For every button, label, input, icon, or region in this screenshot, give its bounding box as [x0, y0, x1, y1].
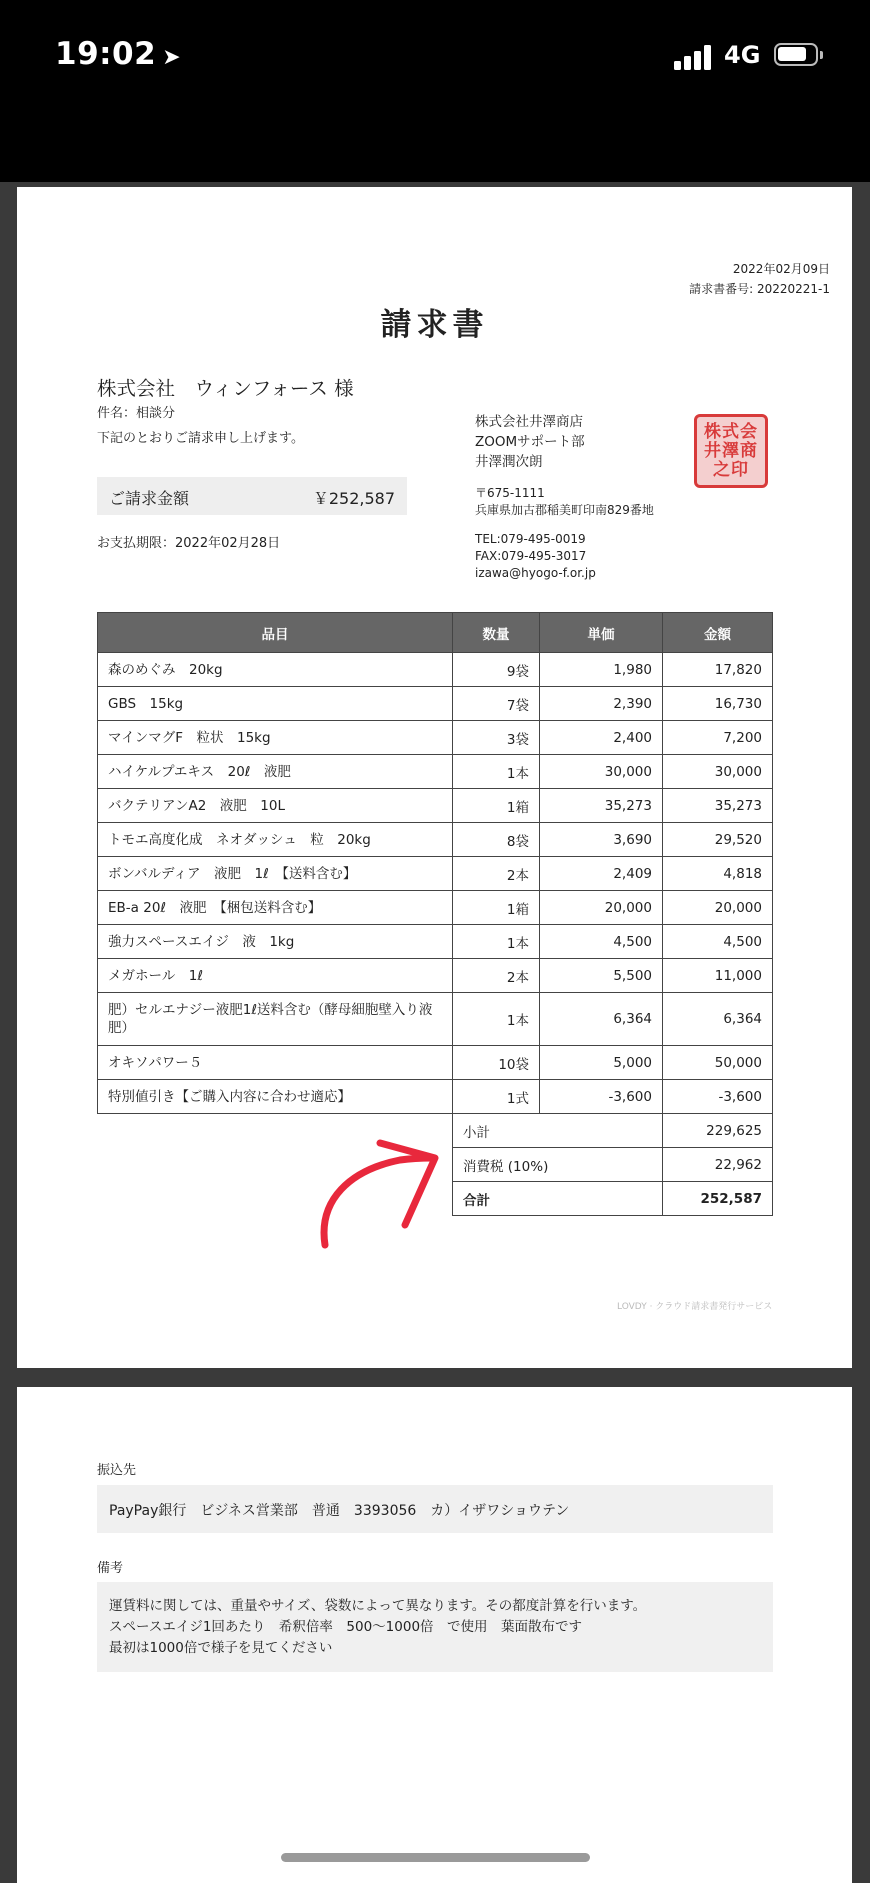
tax-value: 22,962 [663, 1148, 773, 1182]
item-amount: 17,820 [663, 653, 773, 687]
item-unit-price: 2,390 [540, 687, 663, 721]
stamp-text: 株式会 井澤商 之印 [704, 422, 758, 480]
signal-strength-icon [674, 44, 714, 70]
item-name: 森のめぐみ 20kg [98, 653, 453, 687]
table-row [98, 1046, 773, 1080]
item-name: メガホール 1ℓ [98, 959, 453, 993]
issuer-tel: TEL:079-495-0019 [475, 532, 586, 546]
total-value: 252,587 [663, 1182, 773, 1216]
item-qty: 1式 [453, 1080, 540, 1114]
table-row [98, 1080, 773, 1114]
item-unit-price: 2,400 [540, 721, 663, 755]
item-unit-price: -3,600 [540, 1080, 663, 1114]
items-table [97, 612, 773, 1216]
payment-label: 振込先 [97, 1463, 137, 1478]
issuer-address: 兵庫県加古郡稲美町印南829番地 [475, 503, 654, 517]
table-row [98, 823, 773, 857]
item-amount: 35,273 [663, 789, 773, 823]
item-qty: 3袋 [453, 721, 540, 755]
item-amount: 50,000 [663, 1046, 773, 1080]
issuer-postal: 〒675-1111 [475, 486, 545, 500]
notes-label: 備考 [97, 1561, 124, 1576]
notes-line: 運賃料に関しては、重量やサイズ、袋数によって異なります。その都度計算を行います。 [109, 1598, 647, 1614]
item-amount: 4,500 [663, 925, 773, 959]
item-qty: 1箱 [453, 891, 540, 925]
table-row [98, 789, 773, 823]
invoice-number: 請求書番号: 20220221-1 [689, 282, 830, 296]
item-amount: -3,600 [663, 1080, 773, 1114]
table-header-row [98, 613, 773, 653]
notes-box [97, 1582, 773, 1672]
item-unit-price: 6,364 [540, 993, 663, 1046]
tax-label: 消費税 (10%) [453, 1148, 663, 1182]
invoice-intro: 下記のとおりご請求申し上げます。 [97, 431, 304, 446]
company-seal-stamp [694, 414, 768, 488]
item-qty: 10袋 [453, 1046, 540, 1080]
item-unit-price: 5,000 [540, 1046, 663, 1080]
header-amount: 金額 [663, 613, 773, 653]
invoice-page-1 [17, 187, 852, 1368]
item-name: 肥）セルエナジー液肥1ℓ送料含む（酵母細胞壁入り液肥） [98, 993, 453, 1046]
issuer-person: 井澤潤次朗 [475, 454, 543, 470]
table-row [98, 993, 773, 1046]
table-row [98, 721, 773, 755]
billing-amount-value: ￥252,587 [312, 489, 395, 508]
issuer-fax: FAX:079-495-3017 [475, 549, 587, 563]
customer-name: 株式会社 ウィンフォース 様 [97, 377, 354, 400]
item-qty: 2本 [453, 959, 540, 993]
item-amount: 11,000 [663, 959, 773, 993]
item-unit-price: 30,000 [540, 755, 663, 789]
item-name: ハイケルプエキス 20ℓ 液肥 [98, 755, 453, 789]
item-unit-price: 5,500 [540, 959, 663, 993]
table-row [98, 755, 773, 789]
item-qty: 8袋 [453, 823, 540, 857]
payment-deadline: お支払期限：2022年02月28日 [97, 536, 281, 551]
service-brand-watermark: LOVDY · クラウド請求書発行サービス [617, 1302, 773, 1312]
status-bar [0, 0, 870, 182]
notes-line: スペースエイジ1回あたり 希釈倍率 500〜1000倍 で使用 葉面散布です [109, 1619, 583, 1635]
item-name: EB-a 20ℓ 液肥 【梱包送料含む】 [98, 891, 453, 925]
item-name: マインマグF 粒状 15kg [98, 721, 453, 755]
subtotal-label: 小計 [453, 1114, 663, 1148]
item-qty: 2本 [453, 857, 540, 891]
header-unit-price: 単価 [540, 613, 663, 653]
battery-icon [774, 43, 818, 66]
item-name: 特別値引き【ご購入内容に合わせ適応】 [98, 1080, 453, 1114]
item-name: オキソパワー５ [98, 1046, 453, 1080]
home-indicator[interactable] [281, 1853, 590, 1862]
item-amount: 16,730 [663, 687, 773, 721]
issuer-email: izawa@hyogo-f.or.jp [475, 566, 596, 580]
item-amount: 30,000 [663, 755, 773, 789]
issuer-company: 株式会社井澤商店 [475, 414, 583, 430]
tax-row [98, 1148, 773, 1182]
item-amount: 7,200 [663, 721, 773, 755]
item-amount: 4,818 [663, 857, 773, 891]
item-amount: 20,000 [663, 891, 773, 925]
item-name: トモエ高度化成 ネオダッシュ 粒 20kg [98, 823, 453, 857]
item-qty: 7袋 [453, 687, 540, 721]
item-qty: 9袋 [453, 653, 540, 687]
total-label: 合計 [453, 1182, 663, 1216]
item-qty: 1本 [453, 755, 540, 789]
notes-line: 最初は1000倍で様子を見てください [109, 1640, 333, 1656]
item-amount: 29,520 [663, 823, 773, 857]
table-row [98, 687, 773, 721]
table-row [98, 959, 773, 993]
item-qty: 1本 [453, 993, 540, 1046]
status-time: 19:02 ➤ [55, 36, 182, 72]
table-row [98, 857, 773, 891]
invoice-page-2 [17, 1387, 852, 1883]
billing-amount-box [97, 477, 407, 515]
header-qty: 数量 [453, 613, 540, 653]
invoice-date: 2022年02月09日 [732, 262, 830, 276]
header-item: 品目 [98, 613, 453, 653]
total-row [98, 1182, 773, 1216]
table-row [98, 891, 773, 925]
subtotal-row [98, 1114, 773, 1148]
item-unit-price: 4,500 [540, 925, 663, 959]
network-type: 4G [724, 41, 761, 69]
item-name: ボンバルディア 液肥 1ℓ 【送料含む】 [98, 857, 453, 891]
location-arrow-icon: ➤ [162, 45, 182, 70]
table-row [98, 925, 773, 959]
issuer-dept: ZOOMサポート部 [475, 434, 585, 450]
item-qty: 1箱 [453, 789, 540, 823]
bank-account-box [97, 1485, 773, 1533]
invoice-subject: 件名：相談分 [97, 406, 176, 421]
item-unit-price: 20,000 [540, 891, 663, 925]
invoice-title: 請求書 [380, 307, 489, 343]
item-unit-price: 1,980 [540, 653, 663, 687]
item-unit-price: 3,690 [540, 823, 663, 857]
bank-account-text: PayPay銀行 ビジネス営業部 普通 3393056 カ）イザワショウテン [109, 1503, 570, 1519]
item-unit-price: 2,409 [540, 857, 663, 891]
subtotal-value: 229,625 [663, 1114, 773, 1148]
item-amount: 6,364 [663, 993, 773, 1046]
item-unit-price: 35,273 [540, 789, 663, 823]
item-qty: 1本 [453, 925, 540, 959]
billing-amount-label: ご請求金額 [109, 489, 190, 508]
item-name: 強力スペースエイジ 液 1kg [98, 925, 453, 959]
item-name: バクテリアンA2 液肥 10L [98, 789, 453, 823]
table-row [98, 653, 773, 687]
item-rows [98, 653, 773, 1114]
item-name: GBS 15kg [98, 687, 453, 721]
